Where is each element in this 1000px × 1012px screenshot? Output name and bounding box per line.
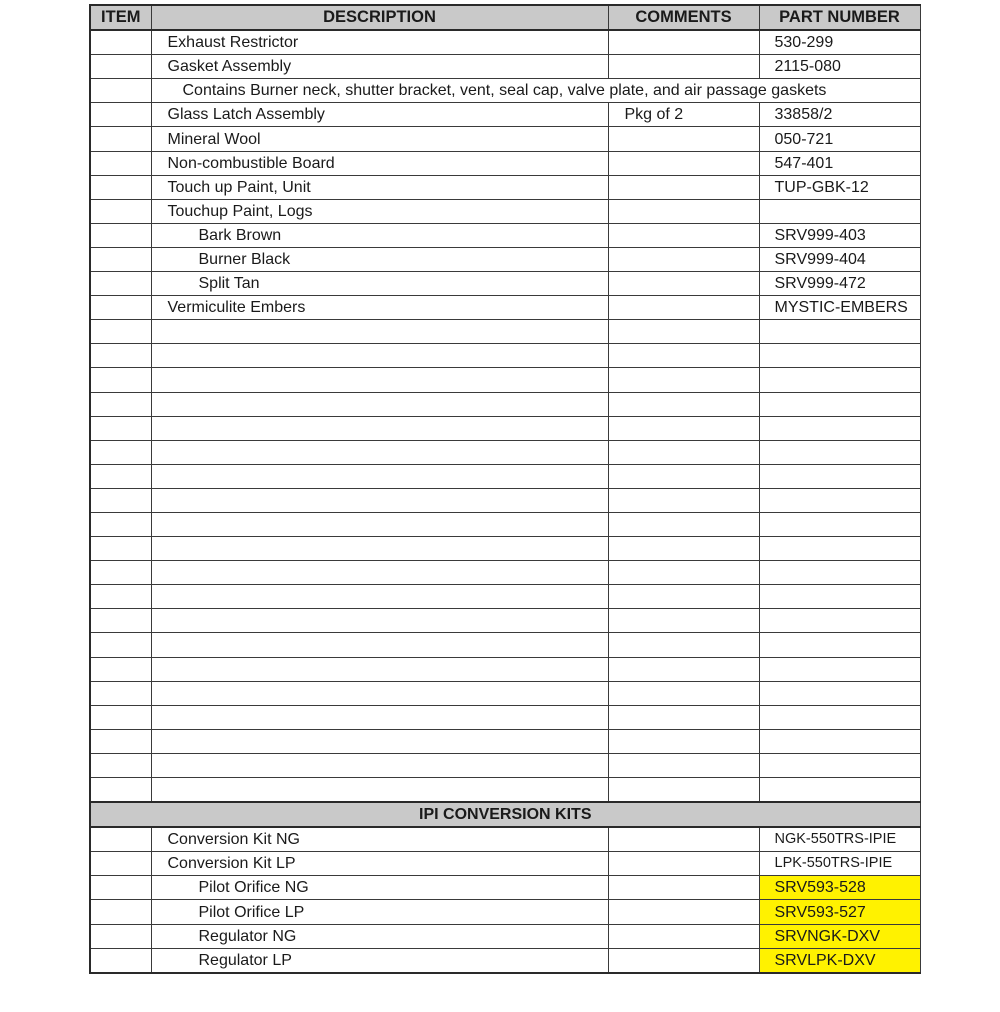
- kit-part-number-cell: SRV593-527: [759, 900, 920, 924]
- empty-cell: [151, 512, 608, 536]
- header-row: [90, 5, 920, 30]
- kit-part-number-cell: NGK-550TRS-IPIE: [759, 827, 920, 852]
- comments-cell: [608, 223, 759, 247]
- empty-cell: [608, 392, 759, 416]
- empty-cell: [90, 609, 151, 633]
- part-number-cell: SRV999-472: [759, 272, 920, 296]
- item-cell: [90, 103, 151, 127]
- empty-cell: [759, 537, 920, 561]
- description-column-header: DESCRIPTION: [151, 5, 608, 30]
- parts-table-body: [90, 30, 920, 973]
- empty-cell: [759, 778, 920, 803]
- empty-row: [90, 464, 920, 488]
- empty-cell: [90, 585, 151, 609]
- description-cell: Bark Brown: [151, 223, 608, 247]
- empty-cell: [608, 681, 759, 705]
- empty-row: [90, 561, 920, 585]
- empty-cell: [759, 392, 920, 416]
- empty-row: [90, 681, 920, 705]
- empty-cell: [759, 416, 920, 440]
- table-row: [90, 296, 920, 320]
- table-row: [90, 247, 920, 271]
- empty-row: [90, 512, 920, 536]
- empty-cell: [608, 609, 759, 633]
- empty-cell: [608, 778, 759, 803]
- description-cell: Exhaust Restrictor: [151, 30, 608, 55]
- empty-cell: [151, 633, 608, 657]
- empty-row: [90, 633, 920, 657]
- description-cell: Vermiculite Embers: [151, 296, 608, 320]
- item-cell: [90, 223, 151, 247]
- description-cell: Gasket Assembly: [151, 55, 608, 79]
- empty-cell: [759, 561, 920, 585]
- empty-cell: [90, 392, 151, 416]
- gasket-contents-note: Contains Burner neck, shutter bracket, vent, seal cap, valve plate, and air passage gaskets: [151, 79, 920, 103]
- item-cell: [90, 900, 151, 924]
- empty-row: [90, 778, 920, 803]
- empty-row: [90, 368, 920, 392]
- kit-row: [90, 900, 920, 924]
- empty-cell: [608, 537, 759, 561]
- empty-cell: [151, 320, 608, 344]
- empty-cell: [608, 753, 759, 777]
- empty-row: [90, 320, 920, 344]
- part-number-cell: SRV999-404: [759, 247, 920, 271]
- kit-part-number-cell: LPK-550TRS-IPIE: [759, 852, 920, 876]
- comments-cell: [608, 199, 759, 223]
- empty-cell: [90, 561, 151, 585]
- empty-cell: [759, 512, 920, 536]
- item-cell: [90, 827, 151, 852]
- comments-cell: [608, 127, 759, 151]
- table-row: [90, 272, 920, 296]
- empty-cell: [608, 440, 759, 464]
- kit-description-cell: Conversion Kit LP: [151, 852, 608, 876]
- kit-comments-cell: [608, 827, 759, 852]
- empty-cell: [759, 320, 920, 344]
- empty-cell: [759, 681, 920, 705]
- empty-row: [90, 488, 920, 512]
- empty-cell: [759, 440, 920, 464]
- kit-row: [90, 852, 920, 876]
- comments-cell: [608, 247, 759, 271]
- empty-row: [90, 609, 920, 633]
- empty-cell: [90, 705, 151, 729]
- parts-list-sheet: [89, 4, 919, 974]
- part-number-cell: 530-299: [759, 30, 920, 55]
- empty-cell: [151, 729, 608, 753]
- empty-cell: [151, 778, 608, 803]
- empty-cell: [608, 633, 759, 657]
- empty-cell: [608, 585, 759, 609]
- empty-row: [90, 392, 920, 416]
- empty-cell: [608, 561, 759, 585]
- empty-cell: [151, 488, 608, 512]
- item-cell: [90, 948, 151, 973]
- table-row: [90, 223, 920, 247]
- empty-cell: [151, 705, 608, 729]
- description-cell: Burner Black: [151, 247, 608, 271]
- empty-cell: [759, 609, 920, 633]
- empty-cell: [90, 512, 151, 536]
- kit-row: [90, 924, 920, 948]
- empty-cell: [759, 368, 920, 392]
- empty-cell: [151, 681, 608, 705]
- empty-cell: [151, 561, 608, 585]
- empty-cell: [90, 778, 151, 803]
- item-cell: [90, 199, 151, 223]
- empty-cell: [759, 488, 920, 512]
- empty-cell: [759, 633, 920, 657]
- empty-cell: [759, 729, 920, 753]
- kit-comments-cell: [608, 876, 759, 900]
- empty-cell: [608, 368, 759, 392]
- conversion-kits-title: IPI CONVERSION KITS: [90, 802, 920, 827]
- kit-description-cell: Regulator NG: [151, 924, 608, 948]
- empty-cell: [759, 585, 920, 609]
- table-row: [90, 79, 920, 103]
- empty-cell: [151, 537, 608, 561]
- item-cell: [90, 296, 151, 320]
- description-cell: Split Tan: [151, 272, 608, 296]
- empty-cell: [90, 464, 151, 488]
- item-cell: [90, 79, 151, 103]
- kit-comments-cell: [608, 948, 759, 973]
- empty-cell: [90, 537, 151, 561]
- part-number-cell: TUP-GBK-12: [759, 175, 920, 199]
- empty-cell: [608, 512, 759, 536]
- comments-cell: [608, 55, 759, 79]
- empty-cell: [608, 488, 759, 512]
- item-cell: [90, 852, 151, 876]
- kit-row: [90, 827, 920, 852]
- item-cell: [90, 876, 151, 900]
- empty-cell: [608, 729, 759, 753]
- kit-description-cell: Regulator LP: [151, 948, 608, 973]
- kit-comments-cell: [608, 852, 759, 876]
- kit-description-cell: Pilot Orifice LP: [151, 900, 608, 924]
- comments-column-header: COMMENTS: [608, 5, 759, 30]
- item-cell: [90, 924, 151, 948]
- part-number-cell: MYSTIC-EMBERS: [759, 296, 920, 320]
- empty-row: [90, 585, 920, 609]
- empty-cell: [90, 488, 151, 512]
- empty-row: [90, 705, 920, 729]
- part-number-cell: 2115-080: [759, 55, 920, 79]
- item-cell: [90, 151, 151, 175]
- kit-description-cell: Conversion Kit NG: [151, 827, 608, 852]
- empty-cell: [90, 729, 151, 753]
- kit-part-number-cell: SRVLPK-DXV: [759, 948, 920, 973]
- table-row: [90, 127, 920, 151]
- description-cell: Glass Latch Assembly: [151, 103, 608, 127]
- part-number-cell: 050-721: [759, 127, 920, 151]
- part-number-column-header: PART NUMBER: [759, 5, 920, 30]
- empty-row: [90, 729, 920, 753]
- empty-cell: [759, 344, 920, 368]
- kit-row: [90, 948, 920, 973]
- part-number-cell: SRV999-403: [759, 223, 920, 247]
- empty-cell: [151, 368, 608, 392]
- comments-cell: [608, 30, 759, 55]
- empty-row: [90, 657, 920, 681]
- empty-cell: [608, 344, 759, 368]
- empty-cell: [90, 633, 151, 657]
- parts-table: [89, 4, 921, 974]
- item-cell: [90, 30, 151, 55]
- empty-cell: [151, 440, 608, 464]
- empty-cell: [90, 681, 151, 705]
- empty-cell: [608, 320, 759, 344]
- empty-cell: [759, 657, 920, 681]
- table-row: [90, 151, 920, 175]
- item-cell: [90, 127, 151, 151]
- kit-part-number-cell: SRV593-528: [759, 876, 920, 900]
- kit-part-number-cell: SRVNGK-DXV: [759, 924, 920, 948]
- table-row: [90, 30, 920, 55]
- empty-cell: [90, 344, 151, 368]
- empty-cell: [151, 753, 608, 777]
- empty-cell: [759, 464, 920, 488]
- empty-row: [90, 440, 920, 464]
- part-number-cell: 547-401: [759, 151, 920, 175]
- item-cell: [90, 175, 151, 199]
- item-cell: [90, 272, 151, 296]
- part-number-cell: [759, 199, 920, 223]
- empty-cell: [151, 344, 608, 368]
- empty-cell: [151, 392, 608, 416]
- kit-row: [90, 876, 920, 900]
- empty-cell: [90, 368, 151, 392]
- empty-cell: [608, 416, 759, 440]
- part-number-cell: 33858/2: [759, 103, 920, 127]
- empty-cell: [90, 320, 151, 344]
- empty-cell: [90, 416, 151, 440]
- kit-comments-cell: [608, 900, 759, 924]
- comments-cell: [608, 175, 759, 199]
- kit-description-cell: Pilot Orifice NG: [151, 876, 608, 900]
- empty-cell: [608, 464, 759, 488]
- empty-cell: [151, 585, 608, 609]
- table-row: [90, 103, 920, 127]
- empty-cell: [151, 657, 608, 681]
- empty-row: [90, 416, 920, 440]
- comments-cell: [608, 296, 759, 320]
- empty-cell: [759, 705, 920, 729]
- table-row: [90, 199, 920, 223]
- comments-cell: [608, 272, 759, 296]
- description-cell: Non-combustible Board: [151, 151, 608, 175]
- table-row: [90, 55, 920, 79]
- empty-row: [90, 537, 920, 561]
- item-cell: [90, 247, 151, 271]
- description-cell: Touchup Paint, Logs: [151, 199, 608, 223]
- item-column-header: ITEM: [90, 5, 151, 30]
- comments-cell: Pkg of 2: [608, 103, 759, 127]
- description-cell: Touch up Paint, Unit: [151, 175, 608, 199]
- empty-cell: [151, 609, 608, 633]
- empty-cell: [90, 440, 151, 464]
- table-row: [90, 175, 920, 199]
- section-header-row: [90, 802, 920, 827]
- empty-cell: [608, 705, 759, 729]
- kit-comments-cell: [608, 924, 759, 948]
- empty-cell: [90, 657, 151, 681]
- description-cell: Mineral Wool: [151, 127, 608, 151]
- empty-row: [90, 753, 920, 777]
- empty-cell: [90, 753, 151, 777]
- empty-cell: [151, 416, 608, 440]
- empty-cell: [759, 753, 920, 777]
- empty-row: [90, 344, 920, 368]
- empty-cell: [151, 464, 608, 488]
- comments-cell: [608, 151, 759, 175]
- item-cell: [90, 55, 151, 79]
- empty-cell: [608, 657, 759, 681]
